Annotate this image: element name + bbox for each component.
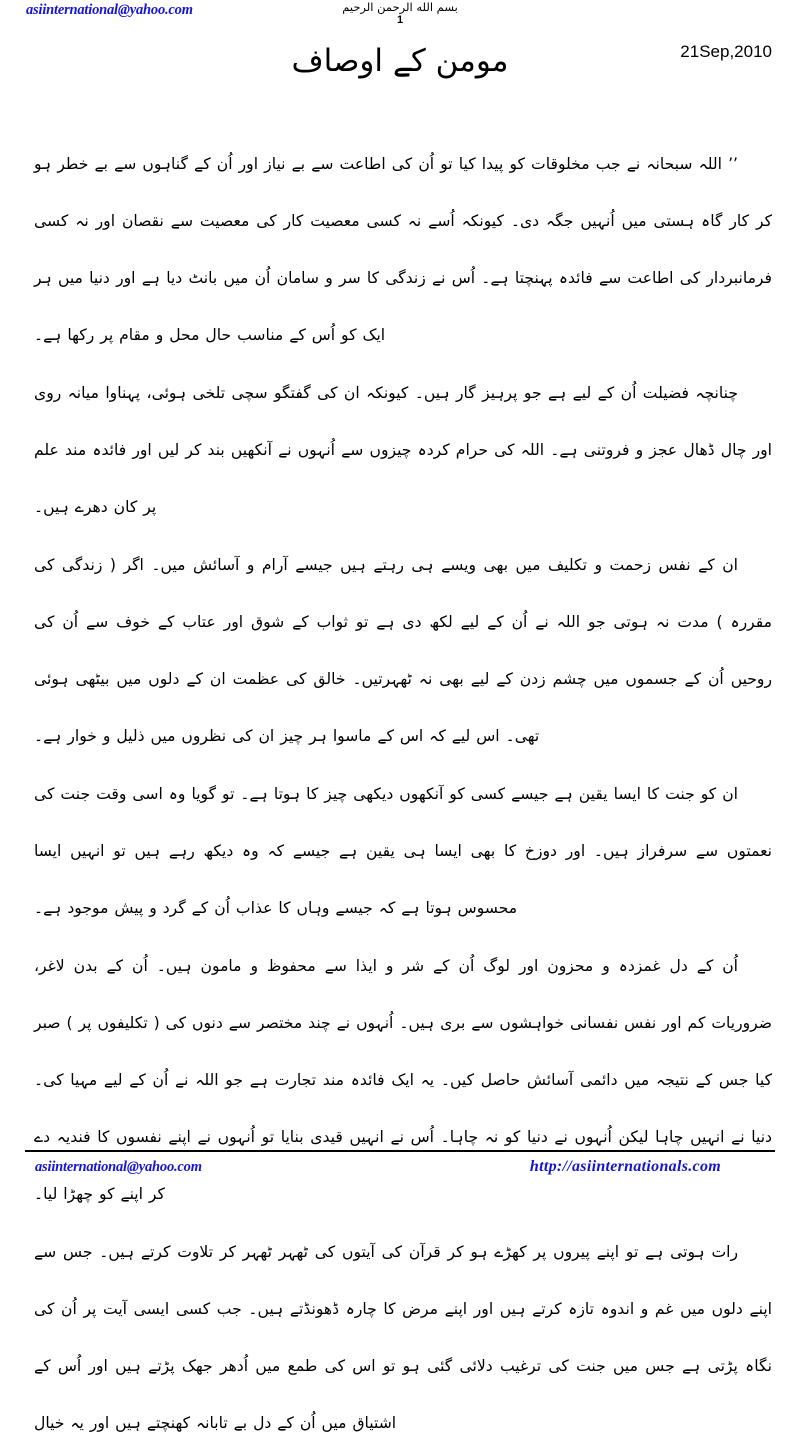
footer-email-link[interactable]: asiinternational@yahoo.com [35,1159,202,1175]
page-title: مومن کے اوصاف [291,43,509,79]
body-paragraph: ان کے نفس زحمت و تکلیف میں بھی ویسے ہی رہتے ہیں جیسے آرام و آسائش میں۔ اگر ( زندگی کی مقررہ ) مدت نہ ہوتی جو اللہ نے اُن کے لیے لکھ دی ہے تو ثواب کے شوق اور عتاب کے خوف سے اُن کی روحیں اُن کے جسموں میں چشم زدن کے لیے بھی نہ ٹھہرتیں۔ خالق کی عظمت ان کے دلوں میں بیٹھی ہوئی تھی۔ اس لیے کہ اس کے ماسوا ہر چیز ان کی نظروں میں ذلیل و خوار ہے۔ [34,556,772,745]
footer-website-link[interactable]: http://asiinternationals.com [529,1158,721,1175]
body-paragraph: ان کو جنت کا ایسا یقین ہے جیسے کسی کو آنکھوں دیکھی چیز کا ہوتا ہے۔ تو گویا وہ اسی وقت جنت کی نعمتوں سے سرفراز ہیں۔ اور دوزخ کا بھی ایسا ہی یقین ہے جیسے کہ وہ دیکھ رہے ہیں تو انہیں ایسا محسوس ہوتا ہے کہ جیسے وہاں کا عذاب اُن کے گرد و پیش موجود ہے۔ [34,785,772,917]
footer-links [25,1158,775,1176]
footer-divider [25,1150,775,1152]
body-paragraph: اُن کے دل غمزدہ و محزون اور لوگ اُن کے شر و ایذا سے محفوظ و مامون ہیں۔ اُن کے بدن لاغر، ضروریات کم اور نفس نفسانی خواہشوں سے بری ہیں۔ اُنہوں نے چند مختصر سے دنوں کی ( تکلیفوں پر ) صبر کیا جس کے نتیجہ میں دائمی آسائش حاصل کیں۔ یہ ایک فائدہ مند تجارت ہے جو اللہ نے اُن کے لیے مہیا کی۔ دنیا نے انہیں چاہا لیکن اُنہوں نے دنیا کو نہ چاہا۔ اُس نے انہیں قیدی بنایا تو اُنہوں نے اپنے نفسوں کا فندیہ دے کر اپنے کو چھڑا لیا۔ [34,957,772,1203]
bismillah-text: بسم الله الرحمن الرحيم [342,0,458,14]
page-number: 1 [396,14,404,26]
document-date: 21Sep,2010 [680,42,772,61]
body-paragraph: چنانچہ فضیلت اُن کے لیے ہے جو پرہیز گار ہیں۔ کیونکہ ان کی گفتگو سچی تلخی ہوئی، پہناوا میانہ روی اور چال ڈھال عجز و فروتنی ہے۔ اللہ کی حرام کردہ چیزوں سے اُنہوں نے آنکھیں بند کر لیں اور فائدہ مند علم پر کان دھرے ہیں۔ [34,384,772,516]
document-body [34,136,772,1452]
body-paragraph: رات ہوتی ہے تو اپنے پیروں پر کھڑے ہو کر قرآن کی آیتوں کی ٹھہر ٹھہر کر تلاوت کرتے ہیں۔ جس سے اپنے دلوں میں غم و اندوہ تازہ کرتے ہیں اور اپنے مرض کا چارہ ڈھونڈتے ہیں۔ جب کسی ایسی آیت پر اُن کی نگاہ پڑتی ہے جس میں جنت کی ترغیب دلائی گئی ہو تو اس کی طمع میں اُدھر جھک پڑتے ہیں اور اُس کے اشتیاق میں اُن کے دل بے تابانہ کھنچتے ہیں اور یہ خیال [34,1243,772,1432]
document-header [0,0,800,128]
body-paragraph: ’’ اللہ سبحانہ نے جب مخلوقات کو پیدا کیا تو اُن کی اطاعت سے بے نیاز اور اُن کے گناہوں سے بے خطر ہو کر کار گاہ ہستی میں اُنہیں جگہ دی۔ کیونکہ اُسے نہ کسی معصیت کار کی معصیت سے نقصان اور نہ کسی فرمانبردار کی اطاعت سے فائدہ پہنچتا ہے۔ اُس نے زندگی کا سر و سامان اُن میں بانٹ دیا ہے اور دنیا میں ہر ایک کو اُس کے مناسب حال محل و مقام پر رکھا ہے۔ [34,155,772,344]
document-footer [25,1150,775,1192]
header-email-link[interactable]: asiinternational@yahoo.com [26,2,193,18]
